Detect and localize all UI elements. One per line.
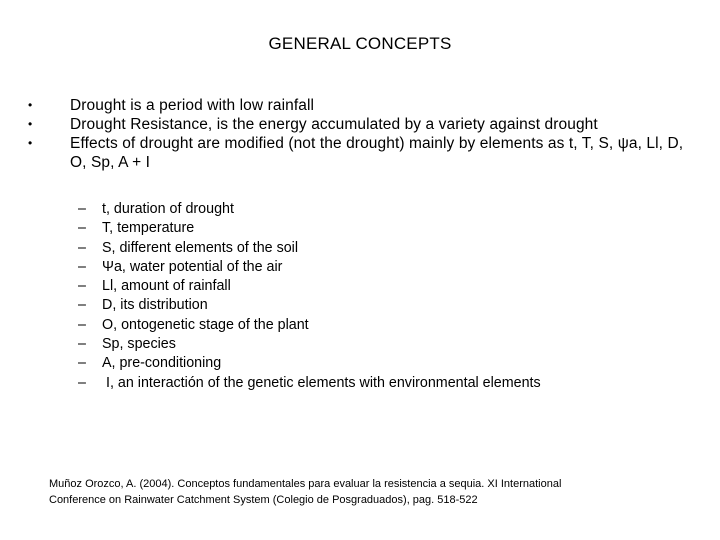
sub-item-text: S, different elements of the soil (102, 239, 299, 256)
bullet-text: Drought Resistance, is the energy accumulated by a variety against drought (70, 116, 598, 133)
dash-marker: – (78, 201, 86, 217)
bullet-marker: • (28, 98, 33, 112)
bullet-marker: • (28, 136, 33, 150)
sub-item-text: Ll, amount of rainfall (102, 278, 231, 295)
sub-item-text: D, its distribution (102, 297, 208, 314)
bullet-text: Effects of drought are modified (not the drought) mainly by elements as t, T, S, ψa, Ll, D, O, Sp, A + I (70, 135, 684, 171)
dash-marker: – (78, 239, 86, 256)
sub-item-text: T, temperature (102, 220, 195, 237)
dash-marker: – (78, 336, 86, 353)
sub-item-text: A, pre-conditioning (102, 355, 222, 372)
sub-item (78, 258, 678, 277)
sub-item (78, 219, 678, 238)
bullet-item (22, 115, 692, 134)
sub-item-text: Sp, species (102, 336, 176, 353)
sub-item (78, 296, 678, 315)
dash-marker: – (78, 297, 86, 314)
citation-line: Conference on Rainwater Catchment System (Colegio de Posgraduados), pag. 518-522 (49, 494, 478, 506)
dash-marker: – (78, 258, 86, 275)
sub-item (78, 354, 678, 373)
sub-item-list (78, 200, 678, 393)
dash-marker: – (78, 278, 86, 295)
bullet-item (22, 96, 692, 115)
main-bullet-list (22, 96, 692, 172)
sub-item-text: I, an interactión of the genetic elements with environmental elements (102, 374, 541, 391)
sub-item (78, 316, 678, 335)
dash-marker: – (78, 316, 86, 333)
citation-line: Muñoz Orozco, A. (2004). Conceptos fundamentales para evaluar la resistencia a sequia. XI International (49, 478, 562, 490)
sub-item-text: O, ontogenetic stage of the plant (102, 316, 309, 333)
citation (49, 476, 649, 508)
dash-marker: – (78, 220, 86, 237)
dash-marker: – (78, 374, 86, 391)
slide-title: GENERAL CONCEPTS (268, 34, 452, 53)
sub-item (78, 277, 678, 296)
sub-item (78, 335, 678, 354)
bullet-marker: • (28, 117, 33, 131)
sub-item-text: Ψa, water potential of the air (102, 258, 283, 275)
sub-item-text: t, duration of drought (102, 201, 234, 217)
bullet-item (22, 134, 692, 172)
sub-item (78, 200, 678, 219)
sub-item (78, 374, 678, 393)
dash-marker: – (78, 355, 86, 372)
bullet-text: Drought is a period with low rainfall (70, 97, 315, 114)
sub-item (78, 239, 678, 258)
